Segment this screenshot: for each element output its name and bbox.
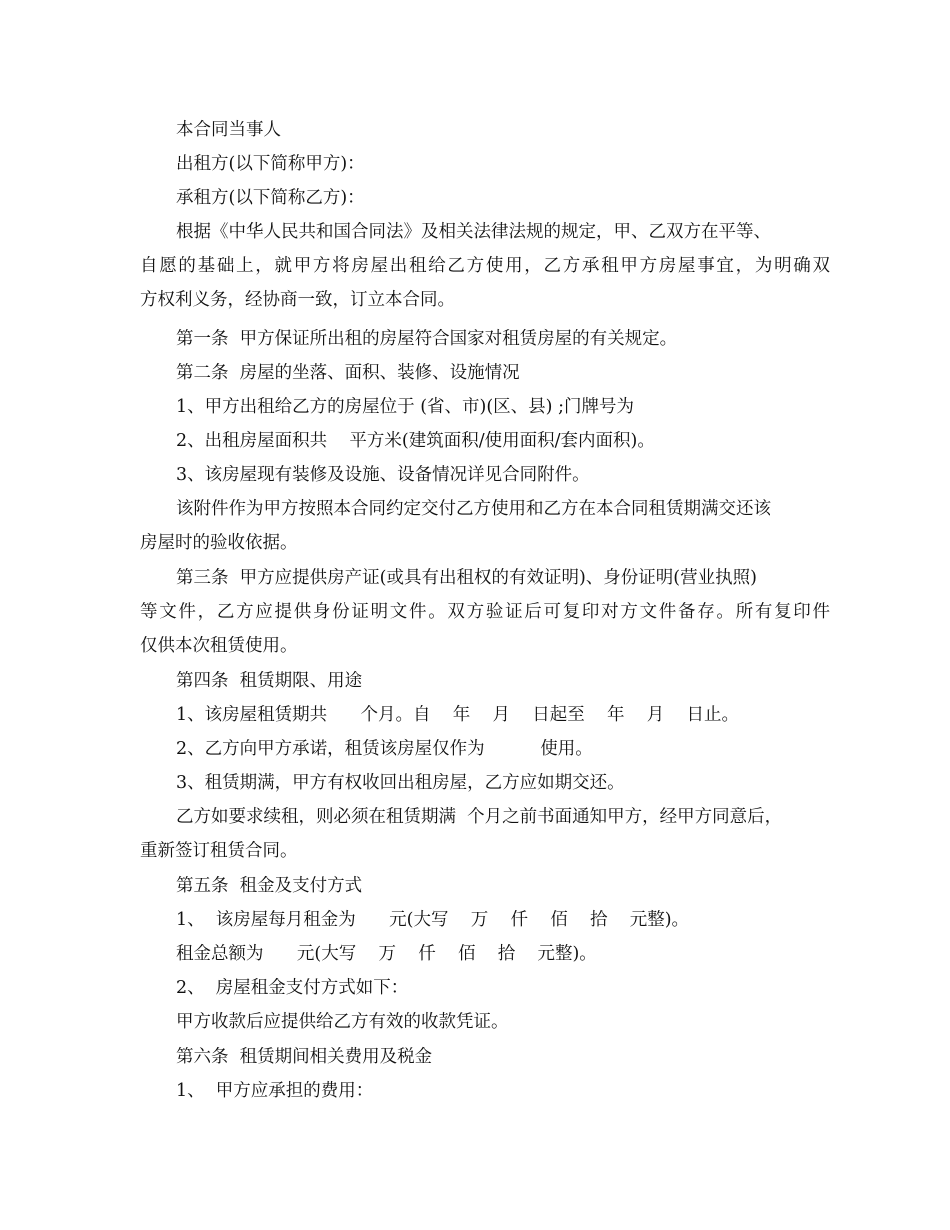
article-2-annex-line-1: 该附件作为甲方按照本合同约定交付乙方使用和乙方在本合同租赁期满交还该 [176,499,771,519]
article-2-heading: 第二条 房屋的坐落、面积、装修、设施情况 [176,363,520,383]
article-5-item-2: 2、 房屋租金支付方式如下： [176,978,409,998]
article-3-line-3: 仅供本次租赁使用。 [140,636,298,656]
article-2-annex-line-2: 房屋时的验收依据。 [140,533,298,553]
article-2-item-3: 3、该房屋现有装修及设施、设备情况详见合同附件。 [176,465,590,485]
article-5-receipt: 甲方收款后应提供给乙方有效的收款凭证。 [176,1012,509,1032]
paragraph-preamble-line-3: 方权利义务，经协商一致，订立本合同。 [140,290,455,310]
article-3-line-2: 等文件，乙方应提供身份证明文件。双方验证后可复印对方文件备存。所有复印件 [140,602,830,622]
article-2-item-2: 2、出租房屋面积共 平方米(建筑面积/使用面积/套内面积)。 [176,431,655,451]
article-2-item-1: 1、甲方出租给乙方的房屋位于 (省、市)(区、县) ;门牌号为 [176,397,634,417]
article-4-item-2: 2、乙方向甲方承诺，租赁该房屋仅作为 使用。 [176,739,593,759]
article-6-item-1: 1、 甲方应承担的费用： [176,1081,374,1101]
article-1: 第一条 甲方保证所出租的房屋符合国家对租赁房屋的有关规定。 [176,329,678,349]
article-4-item-1: 1、该房屋租赁期共 个月。自 年 月 日起至 年 月 日止。 [176,705,740,725]
article-6-heading: 第六条 租赁期间相关费用及税金 [176,1047,433,1067]
article-5-total-rent: 租金总额为 元(大写 万 仟 佰 拾 元整)。 [176,944,597,964]
article-3-line-1: 第三条 甲方应提供房产证(或具有出租权的有效证明)、身份证明(营业执照) [176,568,757,588]
paragraph-preamble-line-2: 自愿的基础上，就甲方将房屋出租给乙方使用，乙方承租甲方房屋事宜，为明确双 [140,256,830,276]
paragraph-preamble-line-1: 根据《中华人民共和国合同法》及相关法律法规的规定，甲、乙双方在平等、 [176,222,771,242]
article-4-item-3: 3、租赁期满，甲方有权收回出租房屋，乙方应如期交还。 [176,773,625,793]
article-4-heading: 第四条 租赁期限、用途 [176,671,363,691]
paragraph-lessor: 出租方(以下简称甲方)： [176,154,365,174]
article-4-renewal-line-2: 重新签订租赁合同。 [140,841,298,861]
paragraph-parties-heading: 本合同当事人 [176,120,281,140]
article-5-heading: 第五条 租金及支付方式 [176,876,363,896]
paragraph-lessee: 承租方(以下简称乙方)： [176,188,365,208]
article-5-item-1: 1、 该房屋每月租金为 元(大写 万 仟 佰 拾 元整)。 [176,910,690,930]
article-4-renewal-line-1: 乙方如要求续租，则必须在租赁期满 个月之前书面通知甲方，经甲方同意后， [176,807,783,827]
